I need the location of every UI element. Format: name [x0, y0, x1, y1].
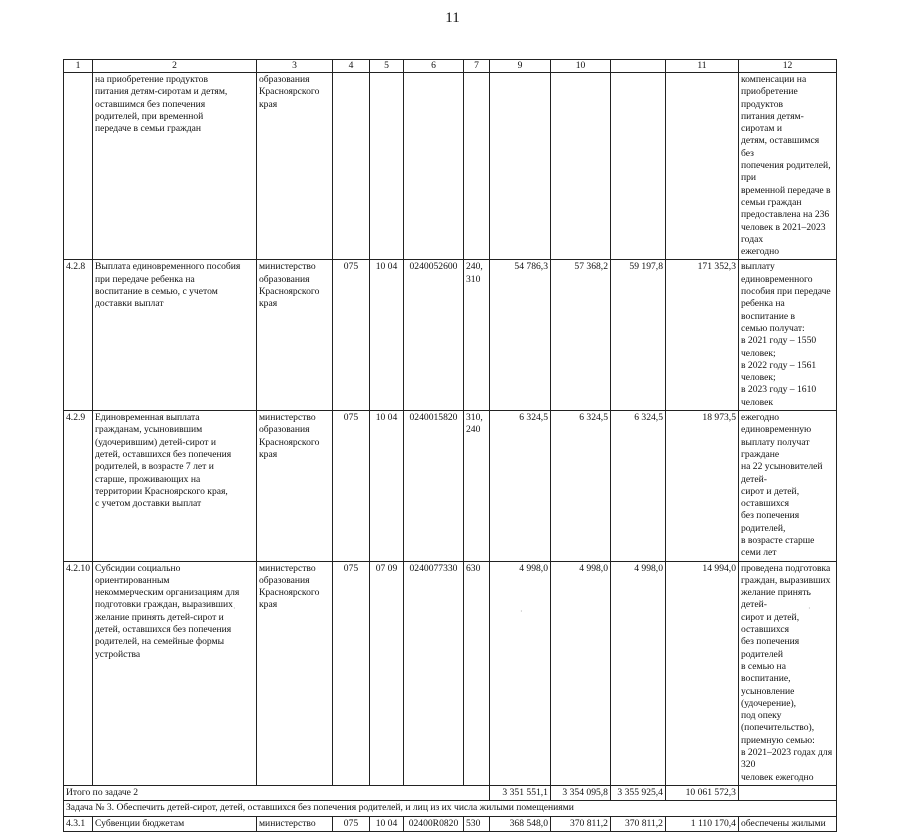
section-code: 10 04: [369, 816, 403, 831]
expected-result: компенсации на приобретение продуктов питания детям-сиротам и детям, оставшимся без попечения родителей, при временной передаче в семьи граждан предоставлена на 236 человек в 2021–2023 годах ежегодно: [738, 73, 836, 260]
amount-2023: 59 197,8: [610, 260, 665, 411]
row-number: 4.2.9: [64, 411, 93, 562]
expected-result: ежегодно единовременную выплату получат граждане на 22 усыновителей детей- сирот и детей, оставшихся без попечения родителей, в возрасте старше семи лет: [738, 411, 836, 562]
amount-2021: 54 786,3: [489, 260, 550, 411]
total-2021: 3 351 551,1: [489, 785, 550, 800]
measure-name: Единовременная выплата гражданам, усыновившим (удочерившим) детей-сирот и детей, оставшихся без попечения родителей, в возрасте 7 лет и старше, проживающих на территории Красноярского края, с учетом доставки выплат: [92, 411, 256, 562]
responsible-org: министерство образования Красноярского края: [256, 260, 332, 411]
task-heading-row: [64, 801, 837, 816]
col-header: 9: [489, 60, 550, 73]
expected-result: обеспечены жилыми: [738, 816, 836, 831]
grbs-code: 075: [332, 260, 369, 411]
amount-2023: 4 998,0: [610, 561, 665, 785]
scan-speck: ·: [808, 604, 811, 613]
amount-total: [665, 73, 738, 260]
total-2022: 3 354 095,8: [550, 785, 610, 800]
expected-result: выплату единовременного пособия при передаче ребенка на воспитание в семью получат: в 2021 году – 1550 человек; в 2022 году – 1561 человек; в 2023 году – 1610 человек: [738, 260, 836, 411]
row-number: 4.2.8: [64, 260, 93, 411]
grbs-code: [332, 73, 369, 260]
table-row: [64, 260, 837, 411]
responsible-org: министерство образования Красноярского края: [256, 411, 332, 562]
amount-2022: [550, 73, 610, 260]
amount-2021: 6 324,5: [489, 411, 550, 562]
target-code: 0240077330: [403, 561, 463, 785]
total-label: Итого по задаче 2: [64, 785, 490, 800]
measure-name: на приобретение продуктов питания детям-сиротам и детям, оставшимся без попечения родителей, при временной передаче в семьи граждан: [92, 73, 256, 260]
responsible-org: министерство образования Красноярского края: [256, 561, 332, 785]
measure-name: Субсидии социально ориентированным некоммерческим организациям для подготовки граждан, выразивших желание принять детей-сирот и детей, оставшихся без попечения родителей, на семейные формы устройства: [92, 561, 256, 785]
col-header: 12: [738, 60, 836, 73]
grbs-code: 075: [332, 561, 369, 785]
table-row: [64, 411, 837, 562]
amount-2021: [489, 73, 550, 260]
total-empty: [738, 785, 836, 800]
col-header: 6: [403, 60, 463, 73]
scan-speck: ·: [233, 604, 236, 613]
row-number: 4.2.10: [64, 561, 93, 785]
program-table: [63, 59, 837, 832]
amount-2023: [610, 73, 665, 260]
column-numbers-row: [64, 60, 837, 73]
col-header: 10: [550, 60, 610, 73]
col-header: 11: [665, 60, 738, 73]
amount-2022: 57 368,2: [550, 260, 610, 411]
col-header: [610, 60, 665, 73]
amount-total: 14 994,0: [665, 561, 738, 785]
expense-type: 240, 310: [463, 260, 489, 411]
grbs-code: 075: [332, 411, 369, 562]
section-code: [369, 73, 403, 260]
table-row: [64, 73, 837, 260]
measure-name: Выплата единовременного пособия при передаче ребенка на воспитание в семью, с учетом доставки выплат: [92, 260, 256, 411]
scan-speck: ·: [520, 607, 523, 616]
amount-2021: 4 998,0: [489, 561, 550, 785]
amount-total: 171 352,3: [665, 260, 738, 411]
target-code: [403, 73, 463, 260]
expected-result: проведена подготовка граждан, выразивших желание принять детей- сирот и детей, оставшихся без попечения родителей в семью на воспитание, усыновление (удочерение), под опеку (попечительство), приемную семью: в 2021–2023 годах для 320 человек ежегодно: [738, 561, 836, 785]
measure-name: Субвенции бюджетам: [92, 816, 256, 831]
section-code: 07 09: [369, 561, 403, 785]
col-header: 5: [369, 60, 403, 73]
section-code: 10 04: [369, 260, 403, 411]
responsible-org: образования Красноярского края: [256, 73, 332, 260]
col-header: 4: [332, 60, 369, 73]
col-header: 7: [463, 60, 489, 73]
amount-2021: 368 548,0: [489, 816, 550, 831]
grbs-code: 075: [332, 816, 369, 831]
col-header: 1: [64, 60, 93, 73]
target-code: 0240015820: [403, 411, 463, 562]
target-code: 0240052600: [403, 260, 463, 411]
amount-total: 1 110 170,4: [665, 816, 738, 831]
section-code: 10 04: [369, 411, 403, 562]
amount-2022: 4 998,0: [550, 561, 610, 785]
row-number: 4.3.1: [64, 816, 93, 831]
row-number: [64, 73, 93, 260]
table-row: [64, 816, 837, 831]
amount-total: 18 973,5: [665, 411, 738, 562]
responsible-org: министерство: [256, 816, 332, 831]
total-2023: 3 355 925,4: [610, 785, 665, 800]
task-3-heading: Задача № 3. Обеспечить детей-сирот, детей, оставшихся без попечения родителей, и лиц из их числа жилыми помещениями: [64, 801, 837, 816]
expense-type: [463, 73, 489, 260]
target-code: 02400R0820: [403, 816, 463, 831]
amount-2022: 6 324,5: [550, 411, 610, 562]
total-sum: 10 061 572,3: [665, 785, 738, 800]
amount-2023: 370 811,2: [610, 816, 665, 831]
expense-type: 530: [463, 816, 489, 831]
col-header: 2: [92, 60, 256, 73]
col-header: 3: [256, 60, 332, 73]
amount-2023: 6 324,5: [610, 411, 665, 562]
expense-type: 310, 240: [463, 411, 489, 562]
total-row: [64, 785, 837, 800]
table-row: [64, 561, 837, 785]
expense-type: 630: [463, 561, 489, 785]
page-number: 11: [445, 10, 460, 26]
amount-2022: 370 811,2: [550, 816, 610, 831]
